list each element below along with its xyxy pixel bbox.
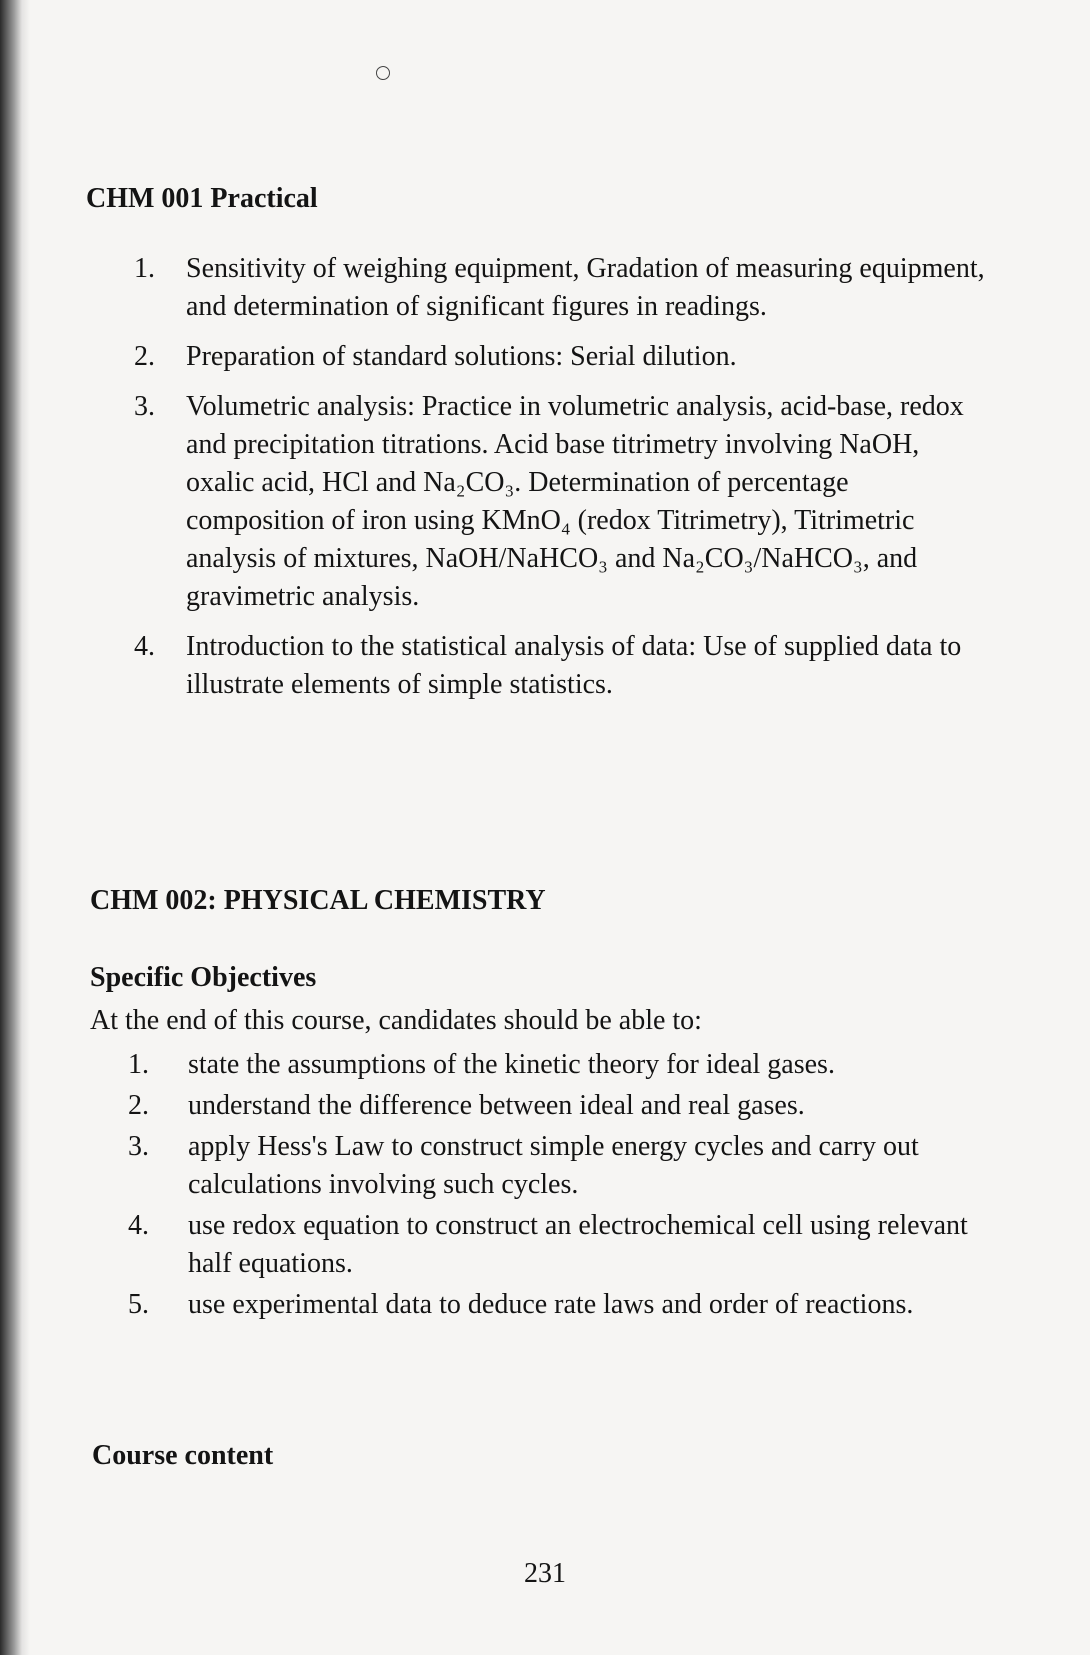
list-number: 3. <box>134 391 155 422</box>
list-item <box>128 1087 968 1125</box>
list-item <box>128 1128 968 1204</box>
list-item-text: Introduction to the statistical analysis of data: Use of supplied data to illustrate elements of simple statistics. <box>186 631 962 700</box>
list-number: 1. <box>128 1049 149 1080</box>
list-item <box>134 250 986 326</box>
list-item-text: use redox equation to construct an electrochemical cell using relevant half equations. <box>188 1210 968 1279</box>
list-item <box>134 338 986 376</box>
list-item <box>128 1286 968 1324</box>
specific-objectives-title: Specific Objectives <box>90 962 317 993</box>
chemical-formula: KMnO₄ <box>481 505 571 536</box>
objectives-list <box>128 1046 968 1324</box>
list-item-text: apply Hess's Law to construct simple energy cycles and carry out calculations involving such cycles. <box>188 1131 919 1200</box>
list-number: 2. <box>134 341 155 372</box>
list-item-text: Sensitivity of weighing equipment, Gradation of measuring equipment, and determination of significant figures in readings. <box>186 253 985 322</box>
list-item <box>128 1207 968 1283</box>
list-item-text: Volumetric analysis: Practice in volumetric analysis, acid-base, redox and precipitation titrations. Acid base titrimetry involving NaOH, oxalic acid, HCl and Na₂CO₃. Determination of percentage composition of iron using KMnO₄ (redox Titrimetry), Titrimetric analysis of mixtures, NaOH/NaHCO₃ and Na₂CO₃/NaHCO₃, and gravimetric analysis. <box>186 391 964 612</box>
page-number: 231 <box>524 1558 566 1589</box>
list-item-text: state the assumptions of the kinetic theory for ideal gases. <box>188 1049 835 1080</box>
list-item <box>134 628 986 704</box>
practical-list <box>134 250 986 704</box>
list-item <box>134 388 986 616</box>
list-item <box>128 1046 968 1084</box>
list-number: 3. <box>128 1131 149 1162</box>
list-item-text: Preparation of standard solutions: Serial dilution. <box>186 341 737 372</box>
list-number: 4. <box>134 631 155 662</box>
course-content-title: Course content <box>92 1440 274 1471</box>
physical-chemistry-title: CHM 002: PHYSICAL CHEMISTRY <box>90 885 546 916</box>
chemical-formula: NaOH/NaHCO₃ <box>425 543 608 574</box>
punch-hole-mark <box>376 66 390 80</box>
list-item-text: understand the difference between ideal and real gases. <box>188 1090 805 1121</box>
list-item-text: use experimental data to deduce rate laws and order of reactions. <box>188 1289 914 1320</box>
list-number: 4. <box>128 1210 149 1241</box>
page-edge-shadow <box>0 0 30 1655</box>
objectives-intro: At the end of this course, candidates should be able to: <box>90 1005 702 1036</box>
list-number: 5. <box>128 1289 149 1320</box>
practical-title: CHM 001 Practical <box>86 183 318 214</box>
chemical-formula: Na₂CO₃ <box>423 467 515 498</box>
list-number: 1. <box>134 253 155 284</box>
chemical-formula: Na₂CO₃/NaHCO₃ <box>662 543 863 574</box>
list-number: 2. <box>128 1090 149 1121</box>
